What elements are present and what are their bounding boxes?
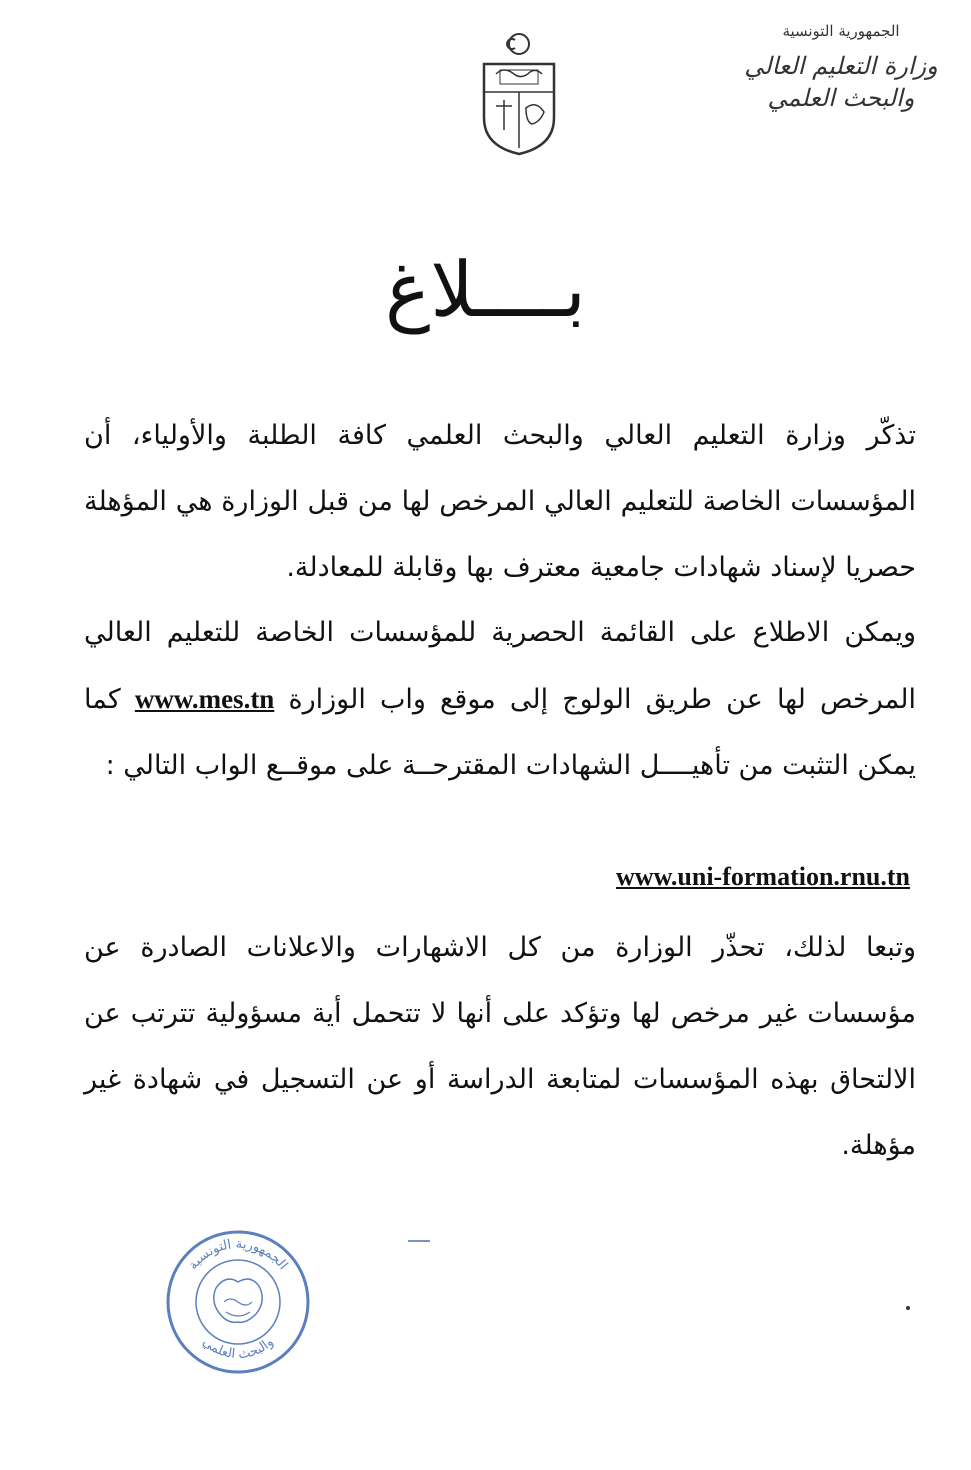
paragraph-2-part2: كما يمكن التثبت من تأهيــــل الشهادات المقترحــة على موقــع الواب التالي :: [84, 684, 916, 781]
paragraph-2: [84, 600, 916, 799]
official-stamp: [164, 1228, 312, 1376]
paragraph-3: وتبعا لذلك، تحذّر الوزارة من كل الاشهارات والاعلانات الصادرة عن مؤسسات غير مرخص لها وتؤكد على أنها لا تتحمل أية مسؤولية تترتب عن الالتحاق بهذه المؤسسات لمتابعة الدراسة أو عن التسجيل في شهادة غير مؤهلة.: [84, 932, 916, 1161]
ministry-website-link[interactable]: www.mes.tn: [134, 684, 275, 714]
ministry-header: [731, 22, 951, 114]
uni-formation-link[interactable]: www.uni-formation.rnu.tn: [616, 862, 910, 891]
ministry-name-line1: وزارة التعليم العالي: [744, 52, 938, 80]
svg-text:والبحث العلمي: [199, 1335, 276, 1363]
republic-name: الجمهورية التونسية: [782, 22, 900, 40]
stamp-text-bottom: والبحث العلمي: [199, 1334, 277, 1363]
ink-dot: [906, 1306, 910, 1310]
document-title: بــــلاغ: [385, 245, 586, 334]
paragraph-1: تذكّر وزارة التعليم العالي والبحث العلمي كافة الطلبة والأولياء، أن المؤسسات الخاصة للتعليم العالي المرخص لها من قبل الوزارة هي المؤهلة حصريا لإسناد شهادات جامعية معترف بها وقابلة للمعادلة.: [84, 420, 916, 583]
ink-mark: [408, 1240, 430, 1242]
ministry-name-line2: والبحث العلمي: [767, 84, 915, 112]
stamp-text-top: الجمهورية التونسية: [185, 1236, 291, 1273]
paragraph-2-part1: ويمكن الاطلاع على القائمة الحصرية للمؤسسات الخاصة للتعليم العالي المرخص لها عن طريق الولوج إلى موقع واب الوزارة: [84, 617, 916, 715]
coat-of-arms-icon: [476, 30, 562, 158]
